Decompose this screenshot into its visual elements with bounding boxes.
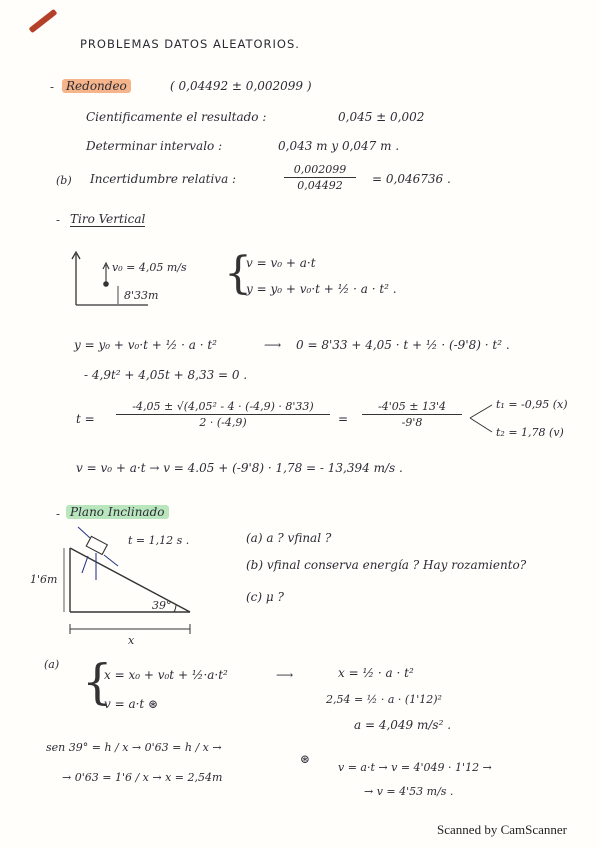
arrow-icon: ⟶	[276, 668, 294, 682]
quadratic-formula	[116, 400, 330, 429]
heading-redondeo: Redondeo	[62, 79, 131, 93]
part-a-label: (a)	[44, 658, 60, 671]
page-title: PROBLEMAS DATOS ALEATORIOS.	[80, 37, 300, 51]
simplified-numerator: -4'05 ± 13'4	[378, 400, 446, 413]
figure-height-label: 8'33m	[124, 289, 159, 302]
root-t1: t₁ = -0,95 (x)	[496, 398, 568, 411]
arrow-icon: ⟶	[264, 338, 282, 352]
bullet-dash: -	[56, 507, 61, 521]
quadratic-numerator: -4,05 ± √(4,05² - 4 · (-4,9) · 8'33)	[132, 400, 314, 413]
tiro-final-velocity: v = v₀ + a·t → v = 4.05 + (-9'8) · 1,78 = - 13,394 m/s .	[76, 461, 403, 475]
redondeo-line2-value: 0,043 m y 0,047 m .	[278, 139, 400, 153]
quadratic-simplified	[362, 400, 462, 429]
tiro-eq1-right: 0 = 8'33 + 4,05 · t + ½ · (-9'8) · t² .	[296, 338, 510, 352]
bullet-dash: -	[56, 213, 61, 227]
heading-plano-inclinado: Plano Inclinado	[66, 505, 169, 519]
sine-equation: sen 39° = h / x → 0'63 = h / x →	[46, 741, 222, 754]
plano-x: x	[128, 634, 135, 647]
root-t2: t₂ = 1,78 (v)	[496, 426, 564, 439]
plano-angle: 39°	[152, 599, 172, 612]
equals-sign: =	[338, 412, 349, 426]
star-mark-icon: ⊛	[300, 752, 311, 766]
redondeo-line1-label: Cientificamente el resultado :	[86, 110, 267, 124]
simplified-denominator: -9'8	[401, 416, 423, 429]
relative-result: = 0,046736 .	[372, 172, 451, 186]
quadratic-denominator: 2 · (-4,9)	[199, 416, 247, 429]
question-a: (a) a ? vfinal ?	[246, 531, 332, 545]
system-brace: {	[82, 654, 113, 710]
plano-time: t = 1,12 s .	[128, 534, 190, 547]
fraction-numerator: 0,002099	[293, 163, 347, 176]
x-solution: → 0'63 = 1'6 / x → x = 2,54m	[62, 771, 223, 784]
plano-result3: a = 4,049 m/s² .	[354, 718, 452, 732]
tiro-eq1-left: y = y₀ + v₀·t + ½ · a · t²	[74, 338, 217, 352]
tiro-system-eq2: y = y₀ + v₀·t + ½ · a · t² .	[246, 282, 397, 296]
camscanner-footer: Scanned by CamScanner	[437, 822, 567, 837]
velocity-calc: v = a·t → v = 4'049 · 1'12 →	[338, 761, 492, 774]
redondeo-line3-label: Incertidumbre relativa :	[90, 172, 237, 186]
velocity-result: → v = 4'53 m/s .	[364, 785, 454, 798]
plano-height: 1'6m	[30, 573, 58, 586]
plano-system-eq2: v = a·t ⊛	[104, 697, 159, 711]
question-b: (b) vfinal conserva energía ? Hay rozamiento?	[246, 558, 527, 572]
t-label: t =	[76, 412, 95, 426]
plano-result2: 2,54 = ½ · a · (1'12)²	[326, 693, 442, 706]
redondeo-line2-label: Determinar intervalo :	[86, 139, 223, 153]
question-c: (c) μ ?	[246, 590, 284, 604]
plano-result1: x = ½ · a · t²	[338, 666, 414, 680]
figure-v0-label: v₀ = 4,05 m/s	[112, 261, 187, 274]
redondeo-b-prefix: (b)	[56, 174, 72, 187]
heading-tiro-vertical: Tiro Vertical	[70, 212, 146, 226]
redondeo-line1-value: 0,045 ± 0,002	[338, 110, 425, 124]
fraction-denominator: 0,04492	[297, 179, 343, 192]
tiro-system-eq1: v = v₀ + a·t	[246, 256, 316, 270]
plano-system-eq1: x = x₀ + v₀t + ½·a·t²	[104, 668, 228, 682]
redondeo-value: ( 0,04492 ± 0,002099 )	[170, 79, 312, 93]
bullet-dash: -	[50, 80, 55, 94]
system-brace: {	[224, 248, 252, 299]
tiro-eq2: - 4,9t² + 4,05t + 8,33 = 0 .	[84, 368, 248, 382]
